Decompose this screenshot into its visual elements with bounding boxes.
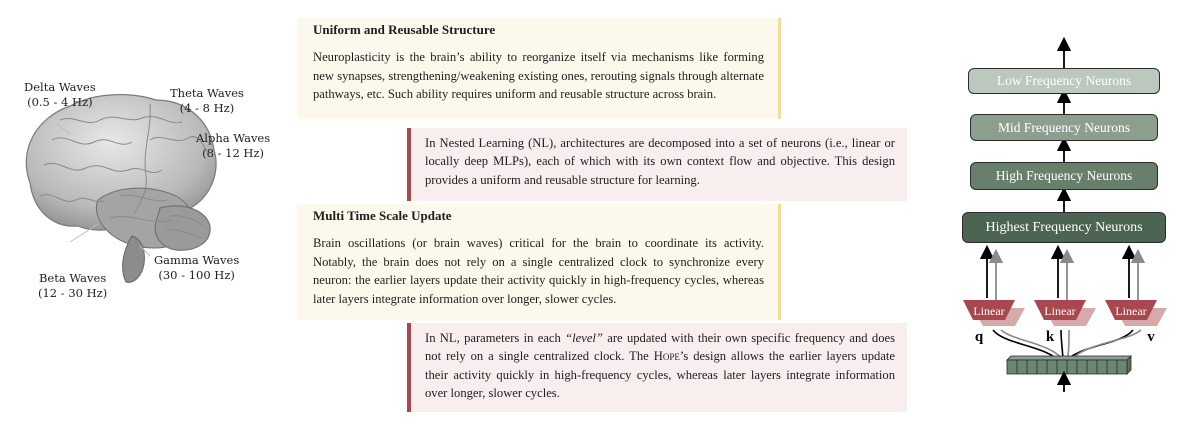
- nl-structure-box: [407, 128, 907, 201]
- token-sequence: [1007, 356, 1131, 374]
- beta-wave-label: Beta Waves (12 - 30 Hz): [38, 271, 108, 300]
- nl-timescale-text: In NL, parameters in each “level” are updated with their own specific frequency and does not rely on a single centralized clock. The Hope’s design allows the earlier layers update their activity quickly in high-frequency cycles, whereas later layers integrate information over longer, slower cycles.: [425, 331, 895, 401]
- brain-illustration: [0, 0, 290, 433]
- multi-timescale-text: Brain oscillations (or brain waves) critical for the brain to coordinate its activity. Notably, the brain does not rely on a single centralized clock to synchronize every neuron: the earlier layers update their activity quickly in high-frequency cycles, whereas later layers integrate information over longer, slower cycles.: [313, 236, 764, 306]
- linear-label-q: Linear: [973, 304, 1005, 318]
- uniform-structure-text: Neuroplasticity is the brain’s ability to reorganize itself via mechanisms like forming new synapses, strengthening/weakening existing ones, rerouting signals through alternate pathways, etc. Such ability requires uniform and reusable structure across brain.: [313, 50, 764, 102]
- projection-label-q: q: [974, 329, 984, 345]
- multi-timescale-title: Multi Time Scale Update: [313, 208, 452, 223]
- delta-wave-label: Delta Waves (0.5 - 4 Hz): [24, 80, 96, 109]
- highest-frequency-neurons: Highest Frequency Neurons: [962, 212, 1166, 243]
- projection-label-k: k: [1045, 329, 1055, 345]
- hope-term: Hope: [653, 349, 680, 364]
- projection-label-v: v: [1147, 329, 1155, 345]
- mid-frequency-neurons: Mid Frequency Neurons: [970, 114, 1158, 141]
- low-frequency-neurons: Low Frequency Neurons: [968, 68, 1160, 94]
- nl-structure-text: In Nested Learning (NL), architectures are decomposed into a set of neurons (i.e., linear or locally deep MLPs), each of which with its own context flow and objective. This design provides a uniform and reusable structure for learning.: [425, 136, 895, 187]
- multi-timescale-box: [297, 204, 781, 320]
- architecture-diagram: [955, 0, 1193, 433]
- high-frequency-neurons: High Frequency Neurons: [970, 162, 1158, 190]
- nl-timescale-box: [407, 323, 907, 412]
- alpha-wave-label: Alpha Waves (8 - 12 Hz): [196, 131, 271, 160]
- uniform-structure-title: Uniform and Reusable Structure: [313, 22, 496, 37]
- theta-wave-label: Theta Waves (4 - 8 Hz): [170, 86, 244, 115]
- gamma-wave-label: Gamma Waves (30 - 100 Hz): [154, 253, 240, 282]
- level-term: “level”: [565, 331, 603, 345]
- linear-label-k: Linear: [1044, 304, 1076, 318]
- brain-panel: [0, 0, 290, 433]
- linear-label-v: Linear: [1115, 304, 1147, 318]
- uniform-structure-box: [297, 18, 781, 119]
